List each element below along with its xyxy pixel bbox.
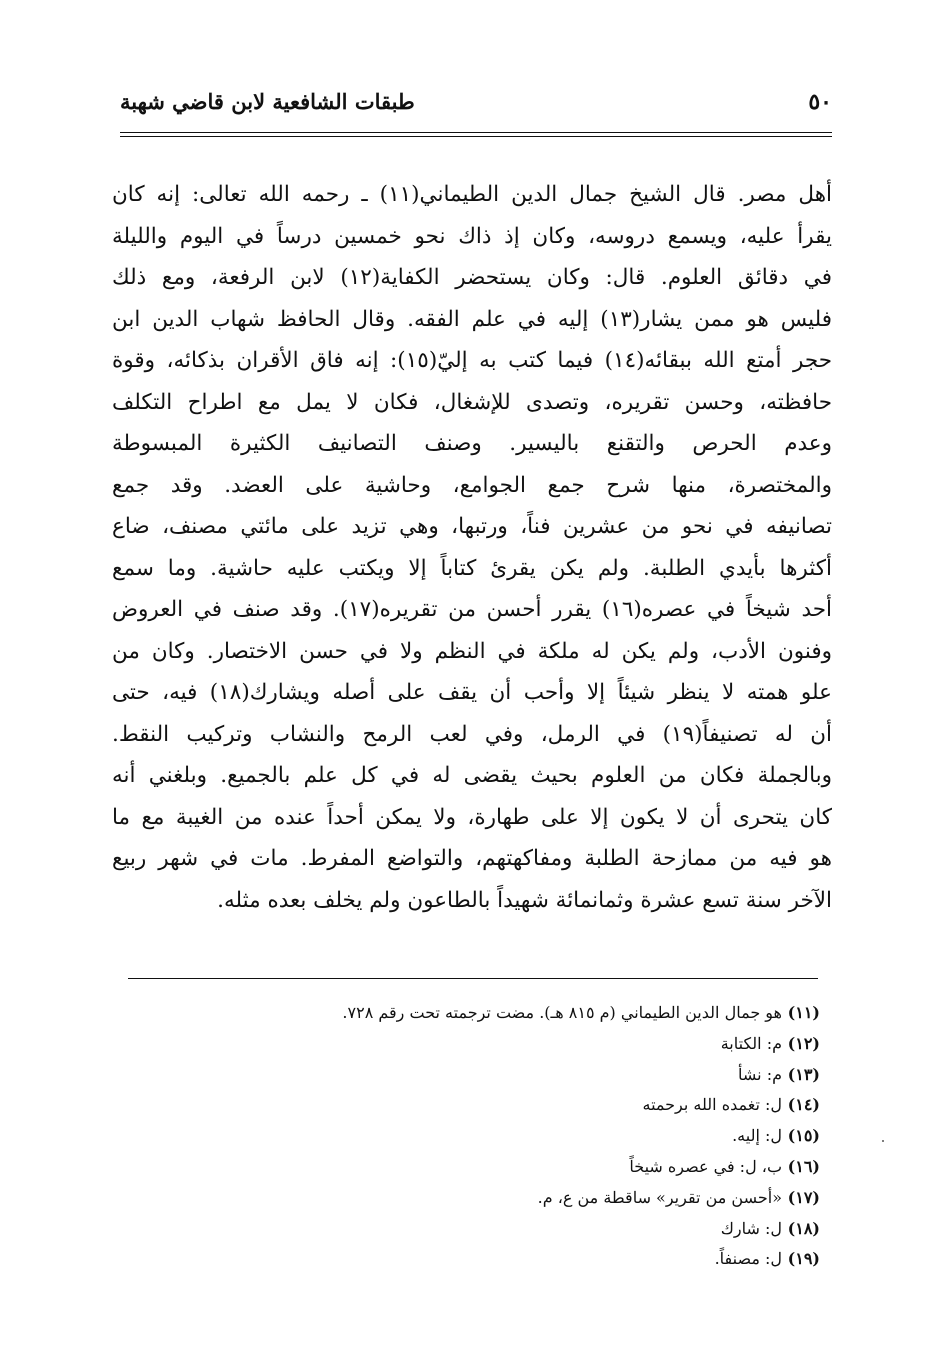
footnote-number: (١٦) <box>787 1156 820 1176</box>
footnote-text: ل: إليه. <box>732 1126 782 1146</box>
body-text <box>112 174 832 921</box>
running-title: طبقات الشافعية لابن قاضي شهبة <box>120 89 415 114</box>
body-line: تصانيفه في نحو من عشرين فناً، ورتبها، وهي تزيد على مائتي مصنف، ضاع <box>112 514 832 539</box>
footnote-number: (١١) <box>787 1003 820 1022</box>
header-rule <box>120 132 832 133</box>
footnotes <box>200 998 820 1275</box>
body-line: أكثرها بأيدي الطلبة. ولم يكن يقرئ كتاباً إلا ويكتب عليه حاشية. وما سمع <box>112 555 832 581</box>
footnote-text: ب، ل: في عصره شيخاً <box>629 1156 782 1176</box>
body-line: أهل مصر. قال الشيخ جمال الدين الطيماني(١١) ـ رحمه الله تعالى: إنه كان <box>112 182 832 207</box>
footnote-number: (١٣) <box>787 1064 820 1084</box>
footnote-number: (١٧) <box>787 1187 820 1207</box>
page-number: ٥٠ <box>808 89 832 115</box>
body-line: أن له تصنيفاً(١٩) في الرمل، وفي لعب الرمح والنشاب وتركيب النقط. <box>112 721 832 747</box>
footnote-text: ل: تغمده الله برحمته <box>642 1095 782 1115</box>
body-line: في دقائق العلوم. قال: وكان يستحضر الكفاية(١٢) لابن الرفعة، ومع ذلك <box>112 265 832 290</box>
footnote <box>200 998 820 1029</box>
footnote-number: (١٩) <box>787 1249 820 1269</box>
footnote-text: ل: مصنفاً. <box>714 1249 782 1269</box>
footnote <box>200 1152 820 1183</box>
footnote <box>200 1244 820 1275</box>
footnote-text: م: نشأ <box>738 1064 782 1084</box>
body-line: يقرأ عليه، ويسمع دروسه، وكان إذ ذاك نحو خمسين درساً في اليوم والليلة <box>112 223 832 249</box>
footnote-text: هو جمال الدين الطيماني (م ٨١٥ هـ). مضت ترجمته تحت رقم ٧٢٨. <box>342 1003 782 1022</box>
body-line: وعدم الحرص والتقنع باليسير. وصنف التصانيف الكثيرة المبسوطة <box>112 431 832 456</box>
header-rule-thin <box>120 136 832 137</box>
footnote <box>200 1214 820 1245</box>
footnote <box>200 1183 820 1214</box>
footnote <box>200 1029 820 1060</box>
body-line: والمختصرة، منها شرح جمع الجوامع، وحاشية على العضد. وقد جمع <box>112 472 832 498</box>
page-header <box>120 84 832 124</box>
footnote-rule <box>128 978 818 979</box>
body-line: وبالجملة فكان من العلوم بحيث يقضى له في كل علم بالجميع. وبلغني أنه <box>112 763 832 788</box>
footnote-text: م: الكتابة <box>720 1033 782 1053</box>
footnote <box>200 1060 820 1091</box>
body-line: علو همته لا ينظر شيئاً إلا وأحب أن يقف على أصله ويشارك(١٨) فيه، حتى <box>112 680 832 705</box>
footnote-number: (١٢) <box>787 1033 820 1053</box>
body-line: حجر أمتع الله ببقائه(١٤) فيما كتب به إليّ(١٥): إنه فاق الأقران بذكائه، وقوة <box>112 348 832 373</box>
footnote-text: ل: شارك <box>720 1218 782 1238</box>
body-line: فليس هو ممن يشار(١٣) إليه في علم الفقه. وقال الحافظ شهاب الدين ابن <box>112 306 832 332</box>
body-line: هو فيه من ممازحة الطلبة ومفاكهتهم، والتواضع المفرط. مات في شهر ربيع <box>112 846 832 871</box>
footnote-number: (١٨) <box>787 1218 820 1238</box>
body-line: وفنون الأدب، ولم يكن له ملكة في النظم ولا في حسن الاختصار. وكان من <box>112 638 832 664</box>
footnote-number: (١٤) <box>787 1095 820 1115</box>
body-line: أحد شيخاً في عصره(١٦) يقرر أحسن من تقريره(١٧). وقد صنف في العروض <box>112 597 832 622</box>
body-line: كان يتحرى أن لا يكون إلا على طهارة، ولا يمكن أحداً عنده من الغيبة مع ما <box>112 804 832 830</box>
footnote-number: (١٥) <box>787 1126 820 1146</box>
scan-speck <box>882 1140 884 1142</box>
footnote-text: «أحسن من تقرير» ساقطة من ع، م. <box>537 1187 782 1207</box>
footnote <box>200 1090 820 1121</box>
footnote <box>200 1121 820 1152</box>
body-line: حافظته، وحسن تقريره، وتصدى للإشغال، فكان لا يمل مع اطراح التكلف <box>112 389 832 415</box>
body-line: الآخر سنة تسع عشرة وثمانمائة شهيداً بالطاعون ولم يخلف بعده مثله. <box>217 887 832 913</box>
